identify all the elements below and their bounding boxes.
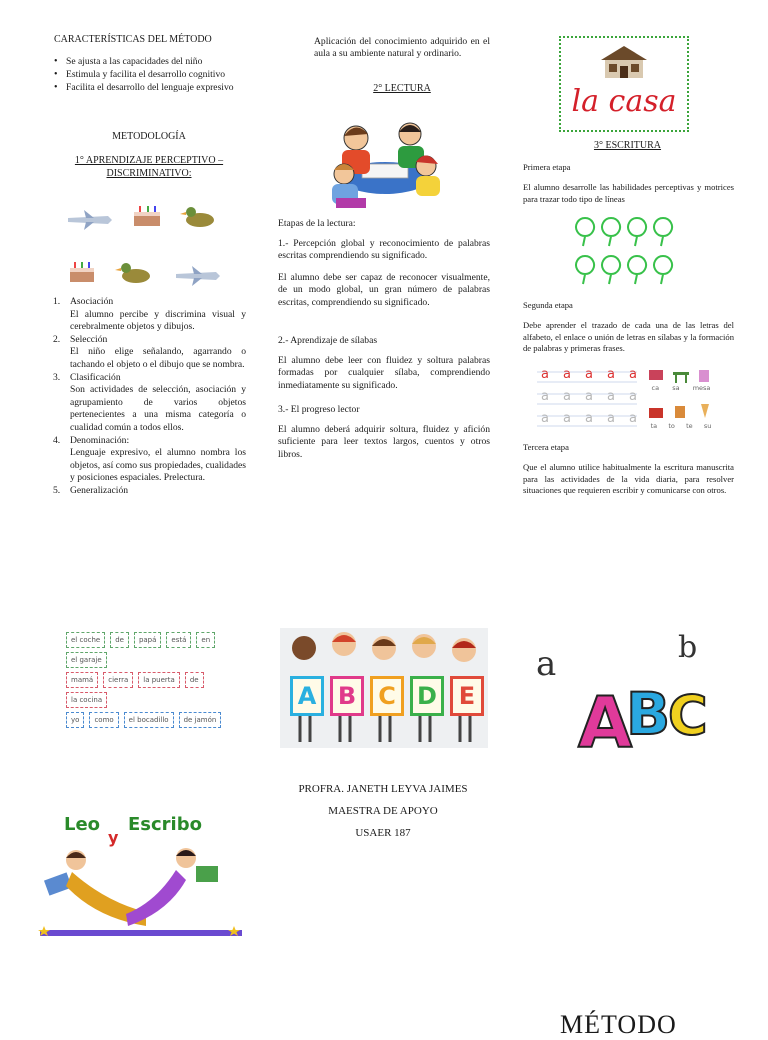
characteristics-heading: CARACTERÍSTICAS DEL MÉTODO (54, 34, 212, 45)
letter-block: A (290, 676, 324, 716)
leo-y-escribo-illustration (36, 812, 246, 942)
abc-cartoon-illustration (528, 630, 728, 770)
sentence-row: el garaje (66, 652, 218, 668)
house-icon (599, 44, 649, 80)
airplane-icon (68, 210, 112, 230)
syllable-labels-row1: ca sa mesa (651, 384, 711, 392)
letter-a-cartoon: A (578, 682, 633, 764)
characteristics-list (50, 56, 262, 95)
letter-b-lowercase: b (678, 630, 698, 665)
list-item: 2. Selección El niño elige señalando, agarrando o tachando el objeto o el dibujo que se nombra. (53, 333, 246, 370)
car-icon (649, 408, 663, 418)
duck-icon (180, 207, 214, 227)
letter-c-cartoon: C (668, 684, 708, 747)
list-item: • Estimula y facilita el desarrollo cognitivo (66, 69, 262, 81)
list-item: • Facilita el desarrollo del lenguaje expresivo (66, 82, 262, 94)
sentence-word-cards (66, 632, 218, 732)
syllable-labels-row2: ta to te su (650, 422, 712, 430)
letter-row-dotted: a a a a a (541, 411, 637, 426)
reading-stage-3: 3.- El progreso lector (278, 404, 360, 415)
writing-stage-3-label: Tercera etapa (523, 442, 569, 452)
list-item: 1. Asociación El alumno percibe y discrimina visual y cerebralmente objetos y dibujos. (53, 296, 246, 333)
reading-title: 2° LECTURA (373, 83, 431, 94)
writing-stage-1-label: Primera etapa (523, 162, 571, 172)
list-item: 4. Denominación: Lenguaje expresivo, el alumno nombra los objetos, así como sus propiedades, cualidades y posiciones espaciales. Prelectura. (53, 434, 246, 484)
organization: USAER 187 (355, 827, 411, 839)
doll-icon (699, 370, 709, 382)
writing-stage-2-text: Debe aprender el trazado de cada una de las letras del alfabeto, el enlace o unión de letras en sílabas y la formación de palabras y primeras frases. (523, 320, 734, 353)
teacher-role: MAESTRA DE APOYO (328, 805, 438, 817)
letter-worksheet (537, 364, 717, 436)
children-reading-illustration (322, 112, 448, 210)
sentence-row: mamá cierra la puerta de (66, 672, 218, 688)
house-caption: la casa (571, 84, 677, 119)
letter-block: C (370, 676, 404, 716)
leo-word: Leo (64, 814, 101, 835)
letter-block: D (410, 676, 444, 716)
methodology-title: METODOLOGÍA (112, 131, 186, 142)
jar-icon (675, 406, 685, 418)
reading-stage-2-detail: El alumno debe leer con fluidez y soltura palabras formadas por cualquier sílaba, comprendiendo inmediatamente su significado. (278, 355, 490, 391)
house-icon (649, 370, 663, 380)
reading-children-figures (36, 842, 246, 942)
cake-icon (134, 206, 160, 226)
list-item: 5. Generalización (53, 484, 129, 496)
ice-cream-icon (701, 404, 709, 418)
airplane-icon (176, 266, 220, 286)
intro-paragraph: Aplicación del conocimiento adquirido en el aula a su ambiente natural y ordinario. (314, 36, 490, 60)
teacher-name: PROFRA. JANETH LEYVA JAIMES (298, 783, 468, 795)
sentence-row: la cocina (66, 692, 218, 708)
letter-block: B (330, 676, 364, 716)
writing-stage-3-text: Que el alumno utilice habitualmente la escritura manuscrita para las actividades de la vida diaria, para resolver situaciones que requieren escribir y comunicarse con otros. (523, 462, 734, 495)
writing-title: 3° ESCRITURA (593, 140, 662, 151)
duck-icon (115, 263, 150, 283)
credits-block (270, 778, 496, 844)
list-item: • Se ajusta a las capacidades del niño (66, 56, 262, 68)
sentence-row: yo como el bocadillo de jamón (66, 712, 218, 728)
association-pictures (64, 200, 234, 290)
escribo-word: Escribo (128, 814, 202, 835)
reading-stage-1-detail: El alumno debe ser capaz de reconocer visualmente, de un modo global, un gran número de palabras escritas, comprendiendo su significado. (278, 272, 490, 308)
writing-stage-1-text: El alumno desarrolle las habilidades perceptivas y motrices para trazar todo tipo de líneas (523, 182, 734, 204)
letter-b-cartoon: B (626, 680, 671, 748)
abcde-kids-illustration (280, 628, 488, 748)
stage1-title: 1° APRENDIZAJE PERCEPTIVO – DISCRIMINATIVO: (74, 155, 224, 179)
writing-stage-2-label: Segunda etapa (523, 300, 573, 310)
perceptive-steps-list (50, 296, 246, 498)
syllable-pictures (645, 368, 717, 430)
stages-title: Etapas de la lectura: (278, 218, 356, 229)
y-word: y (108, 828, 119, 847)
letter-row-dotted: a a a a a (541, 389, 637, 404)
reading-stage-1: 1.- Percepción global y reconocimiento de palabras escritas comprendiendo su significado. (278, 238, 490, 262)
cake-icon (70, 262, 94, 282)
letter-row-red: a a a a a (541, 367, 637, 382)
la-casa-card (559, 36, 689, 132)
loop-tracing-exercise (573, 214, 685, 294)
letter-a-lowercase: a (536, 644, 557, 684)
reading-stage-2: 2.- Aprendizaje de sílabas (278, 335, 378, 346)
reading-stage-3-detail: El alumno deberá adquirir soltura, fluidez y afición suficiente para leer textos largos, cuentos y otros libros. (278, 424, 490, 460)
letter-block: E (450, 676, 484, 716)
sentence-row: el coche de papá está en (66, 632, 218, 648)
table-icon (673, 372, 689, 375)
list-item: 3. Clasificación Son actividades de selección, asociación y agrupamiento de varios objetos pertenecientes a una misma categoría o cualidad común a todos ellos. (53, 371, 246, 433)
cover-title-partial: MÉTODO (560, 1010, 677, 1039)
